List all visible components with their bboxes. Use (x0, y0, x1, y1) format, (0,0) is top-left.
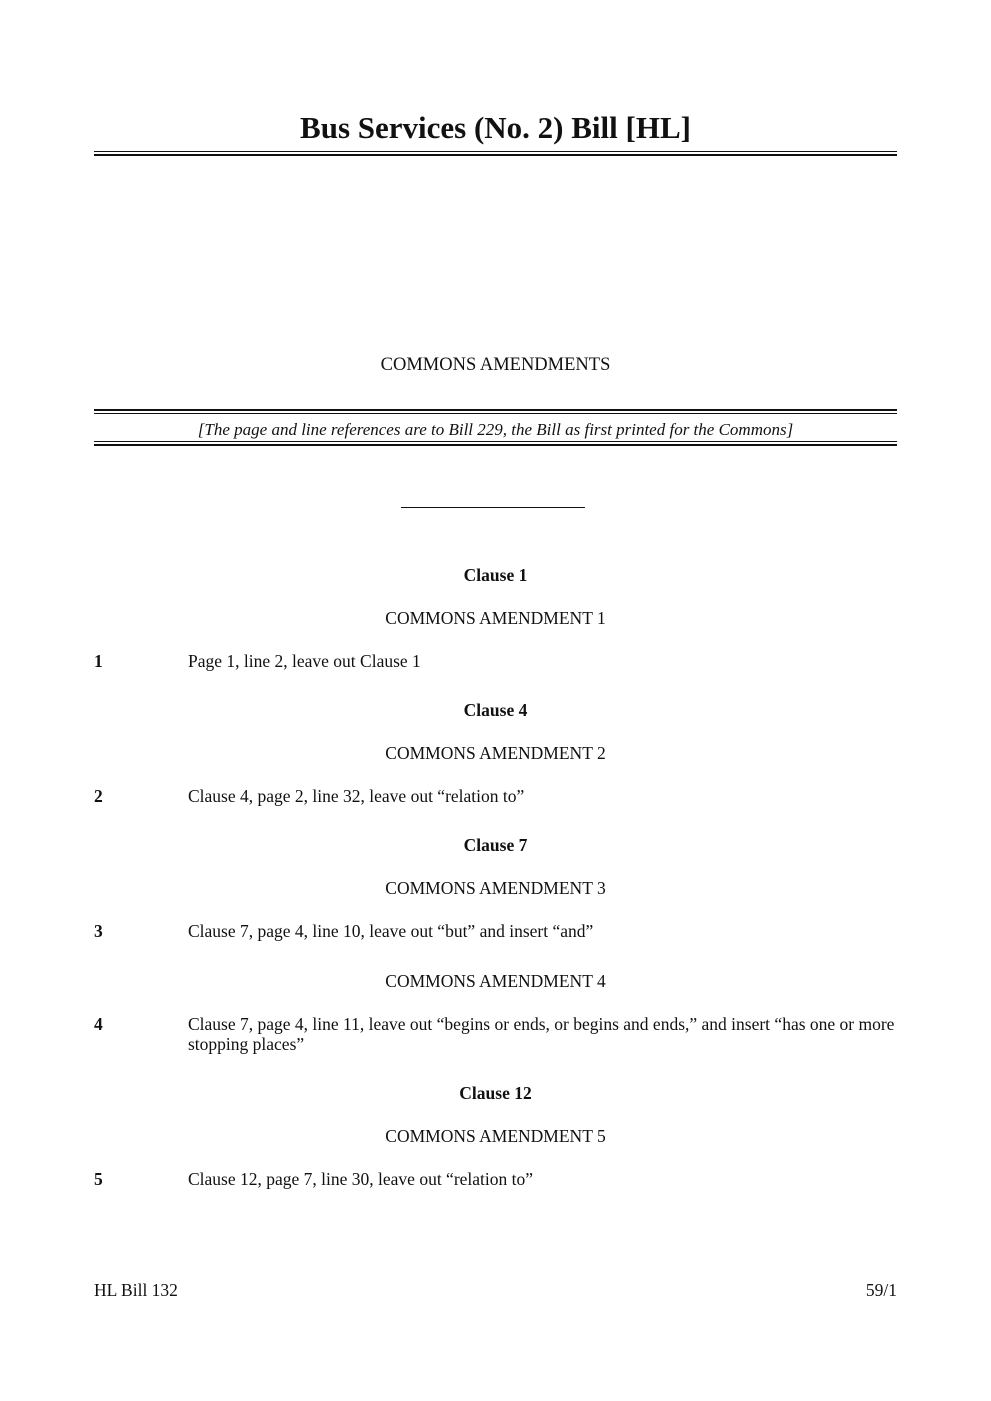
amendment-text: Clause 7, page 4, line 10, leave out “but” and insert “and” (188, 921, 594, 941)
footer-page-reference: 59/1 (865, 1280, 897, 1300)
amendment-text: Page 1, line 2, leave out Clause 1 (188, 651, 421, 671)
document-heading: COMMONS AMENDMENTS (380, 355, 611, 375)
document-title: Bus Services (No. 2) Bill [HL] (300, 110, 691, 145)
note-bottom-double-rule (94, 441, 897, 446)
amendment-text: Clause 12, page 7, line 30, leave out “relation to” (188, 1169, 534, 1189)
section-separator (401, 507, 585, 508)
clause-heading: Clause 4 (463, 700, 528, 720)
note-top-double-rule (94, 409, 897, 414)
amendment-heading: COMMONS AMENDMENT 3 (385, 878, 606, 898)
amendment-number: 3 (94, 921, 103, 941)
amendment-number: 4 (94, 1014, 103, 1034)
clause-heading: Clause 1 (463, 565, 528, 585)
title-double-rule (94, 151, 897, 156)
amendment-number: 1 (94, 651, 103, 671)
amendment-heading: COMMONS AMENDMENT 1 (385, 608, 606, 628)
amendment-heading: COMMONS AMENDMENT 4 (385, 971, 606, 991)
clause-heading: Clause 12 (459, 1083, 532, 1103)
amendment-number: 2 (94, 786, 103, 806)
reference-note: [The page and line references are to Bill 229, the Bill as first printed for the Commons] (197, 420, 794, 439)
clause-heading: Clause 7 (463, 835, 528, 855)
amendment-heading: COMMONS AMENDMENT 2 (385, 743, 606, 763)
footer-bill-number: HL Bill 132 (94, 1280, 178, 1300)
amendment-text: Clause 7, page 4, line 11, leave out “begins or ends, or begins and ends,” and insert “has one or more stopping places” (188, 1014, 895, 1054)
amendment-heading: COMMONS AMENDMENT 5 (385, 1126, 606, 1146)
amendment-number: 5 (94, 1169, 103, 1189)
amendment-text: Clause 4, page 2, line 32, leave out “relation to” (188, 786, 525, 806)
